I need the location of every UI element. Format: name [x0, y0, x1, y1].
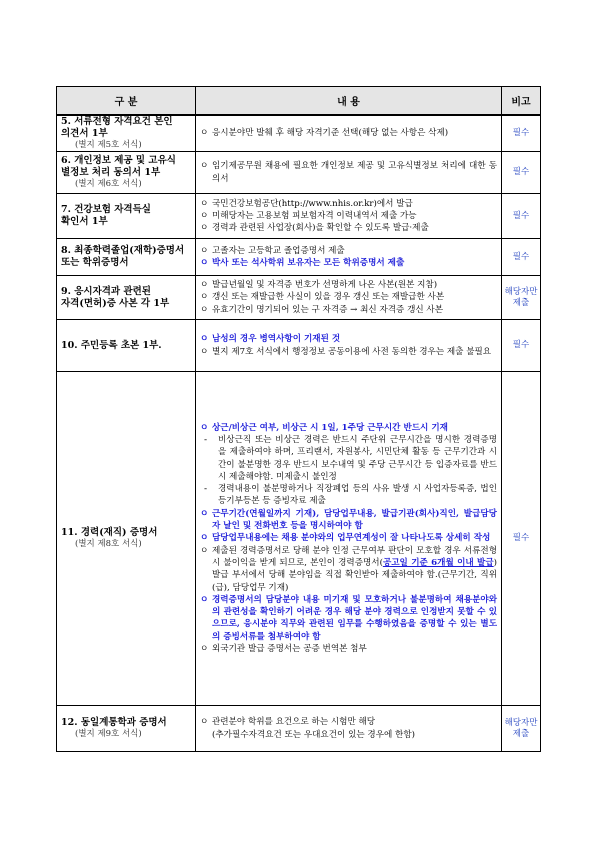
table-body — [57, 115, 541, 752]
row-remark: 필수 — [502, 115, 541, 152]
list-item — [200, 333, 497, 345]
bullet-mark: ㅇ — [200, 258, 209, 268]
header-content: 내 용 — [196, 87, 502, 116]
table-row — [57, 239, 541, 276]
row-category — [57, 239, 196, 276]
list-item — [200, 279, 497, 291]
bullet-mark: ㅇ — [200, 545, 209, 556]
item-text: 남성의 경우 병역사항이 기재된 것 — [212, 334, 341, 345]
row-remark: 해당자만 제출 — [502, 276, 541, 320]
form-reference: (별지 제9호 서식) — [75, 729, 142, 739]
bullet-mark: ㅇ — [200, 223, 209, 234]
row-remark: 필수 — [502, 152, 541, 194]
bullet-mark: ㅇ — [200, 161, 209, 172]
list-item — [200, 594, 497, 643]
bullet-mark: ㅇ — [200, 210, 209, 221]
item-text: 고졸자는 고등학교 졸업증명서 제출 — [212, 245, 345, 256]
item-text: 제출된 경력증명서로 당해 분야 인정 근무여부 판단이 모호할 경우 서류전형 시 불이익을 받게 되므로, 본인이 경력증명서(공고일 기준 6개월 이내 발급) 발급 부서에서 당해 분야임을 직접 확인받아 제출하여야 함.(근무기간, 직위(급), 담당업무 기재) — [212, 545, 498, 593]
row-content — [196, 194, 502, 239]
bullet-mark: - — [204, 434, 208, 445]
form-reference: (별지 제6호 서식) — [75, 179, 142, 189]
category-title: 11. 경력(재직) 증명서 — [61, 527, 158, 538]
item-text: 갱신 또는 재발급한 사실이 있을 경우 갱신 또는 재발급한 사본 — [212, 292, 445, 303]
bullet-mark: ㅇ — [200, 533, 209, 544]
row-remark: 해당자만 제출 — [502, 706, 541, 752]
row-category — [57, 152, 196, 194]
bullet-mark: ㅇ — [200, 198, 209, 209]
table-row — [57, 115, 541, 152]
item-text: 응시분야만 발췌 후 해당 자격기준 선택(해당 없는 사항은 삭제) — [212, 128, 449, 139]
row-content — [196, 372, 502, 706]
bullet-mark: ㅇ — [200, 128, 209, 139]
row-category — [57, 706, 196, 752]
bullet-mark: ㅇ — [200, 594, 209, 605]
row-content — [196, 276, 502, 320]
header-remark: 비고 — [502, 87, 541, 116]
document-table — [56, 86, 541, 752]
item-text: (추가필수자격요건 또는 우대요건이 있는 경우에 한함) — [212, 729, 415, 740]
item-text: 임기제공무원 채용에 필요한 개인정보 제공 및 고유식별정보 처리에 대한 동의서 — [212, 161, 497, 184]
item-text: 비상근직 또는 비상근 경력은 반드시 주단위 근무시간을 명시한 경력증명을 제출하여야 하며, 프리랜서, 자원봉사, 시민단체 활동 등 근무기간과 시간이 불분명한 경우 반드시 보수내역 및 주당 근무시간 등 입증자료를 반드시 제출해야함. 미제출시 불인정 — [218, 434, 497, 482]
category-title: 10. 주민등록 초본 1부. — [61, 339, 162, 351]
list-item — [200, 245, 497, 257]
list-item — [200, 127, 497, 139]
item-text: 경력과 관련된 사업장(회사)을 확인할 수 있도록 발급·제출 — [212, 223, 429, 234]
bullet-mark: ㅇ — [200, 292, 209, 303]
list-item — [200, 716, 497, 728]
bullet-mark: ㅇ — [200, 304, 209, 315]
list-item — [200, 222, 497, 234]
row-category — [57, 194, 196, 239]
bullet-mark: ㅇ — [200, 346, 209, 357]
row-content — [196, 115, 502, 152]
list-item — [200, 532, 497, 544]
row-category — [57, 320, 196, 372]
list-item — [200, 210, 497, 222]
item-text: 경력증명서의 담당분야 내용 미기재 및 모호하거나 불분명하여 채용분야와의 관련성을 확인하기 어려운 경우 해당 분야 경력으로 인정받지 못할 수 있으므로, 응시분야 직무와 관련된 임무를 수행하였음을 증명할 수 있는 별도의 증빙서류를 첨부하여야 함 — [212, 594, 497, 642]
table-row — [57, 152, 541, 194]
table-row — [57, 194, 541, 239]
item-text: 별지 제7호 서식에서 행정정보 공동이용에 사전 동의한 경우는 제출 불필요 — [212, 346, 492, 357]
item-text: 국민건강보험공단(http://www.nhis.or.kr)에서 발급 — [212, 198, 413, 209]
category-title: 7. 건강보험 자격득실 확인서 1부 — [61, 204, 151, 227]
item-text: 근무기간(연월일까지 기재), 담당업무내용, 발급기관(회사)직인, 발급담당자 날인 및 전화번호 등을 명시하여야 함 — [212, 508, 497, 532]
bullet-mark: - — [204, 484, 208, 495]
item-text: 유효기간이 명기되어 있는 구 자격증 → 최신 자격증 갱신 사본 — [212, 304, 444, 315]
form-reference: (별지 제5호 서식) — [75, 140, 142, 150]
category-title: 5. 서류전형 자격요건 본인 의견서 1부 — [61, 116, 173, 139]
row-category — [57, 276, 196, 320]
list-item — [200, 422, 497, 434]
list-item — [200, 545, 497, 594]
bullet-mark: ㅇ — [200, 717, 209, 728]
list-item — [200, 257, 497, 269]
category-title: 9. 응시자격과 관련된 자격(면허)증 사본 각 1부 — [61, 285, 170, 309]
list-item — [200, 508, 497, 533]
bullet-mark: ㅇ — [200, 245, 209, 256]
bullet-mark: ㅇ — [200, 508, 209, 519]
item-text: 상근/비상근 여부, 비상근 시 1일, 1주당 근무시간 반드시 기재 — [212, 422, 448, 433]
item-text: 발급년월일 및 자격증 번호가 선명하게 나온 사본(원본 지참) — [212, 280, 438, 291]
row-category — [57, 115, 196, 152]
table-row — [57, 276, 541, 320]
row-remark: 필수 — [502, 372, 541, 706]
category-title: 8. 최종학력졸업(재학)증명서 또는 학위증명서 — [61, 245, 185, 268]
row-content — [196, 706, 502, 752]
item-text: 박사 또는 석사학위 보유자는 모든 학위증명서 제출 — [212, 258, 405, 268]
table-row — [57, 320, 541, 372]
list-item — [200, 291, 497, 303]
bullet-mark: ㅇ — [200, 644, 209, 655]
bullet-mark: ㅇ — [200, 422, 209, 433]
list-item — [200, 346, 497, 358]
row-remark: 필수 — [502, 320, 541, 372]
item-text: 관련분야 학위를 요건으로 하는 시험만 해당 — [212, 717, 376, 728]
list-item — [200, 198, 497, 210]
table-row — [57, 706, 541, 752]
list-item — [200, 483, 497, 508]
list-item — [200, 434, 497, 483]
bullet-mark: ㅇ — [200, 280, 209, 291]
row-content — [196, 320, 502, 372]
header-category: 구 분 — [57, 87, 196, 116]
row-content — [196, 239, 502, 276]
list-item — [200, 643, 497, 655]
bullet-mark: ㅇ — [200, 334, 209, 345]
row-content — [196, 152, 502, 194]
row-remark: 필수 — [502, 194, 541, 239]
form-reference: (별지 제8호 서식) — [75, 539, 142, 549]
underlined-emphasis: 공고일 기준 6개월 이내 발급 — [382, 557, 494, 568]
item-text: 외국기관 발급 증명서는 공증 번역본 첨부 — [212, 644, 367, 655]
list-item — [200, 729, 497, 741]
row-remark: 필수 — [502, 239, 541, 276]
list-item — [200, 304, 497, 316]
row-category — [57, 372, 196, 706]
item-text: 담당업무내용에는 채용 분야와의 업무연계성이 잘 나타나도록 상세히 작성 — [212, 533, 491, 544]
item-text: 경력내용이 불분명하거나 직장폐업 등의 사유 발생 시 사업자등록증, 법인등기부등본 등 증빙자료 제출 — [218, 484, 497, 507]
category-title: 6. 개인정보 제공 및 고유식 별정보 처리 동의서 1부 — [61, 155, 176, 178]
item-text: 미해당자는 고용보험 피보험자격 이력내역서 제출 가능 — [212, 210, 417, 221]
category-title: 12. 동일계통학과 증명서 — [61, 717, 167, 728]
table-row — [57, 372, 541, 706]
list-item — [200, 160, 497, 185]
